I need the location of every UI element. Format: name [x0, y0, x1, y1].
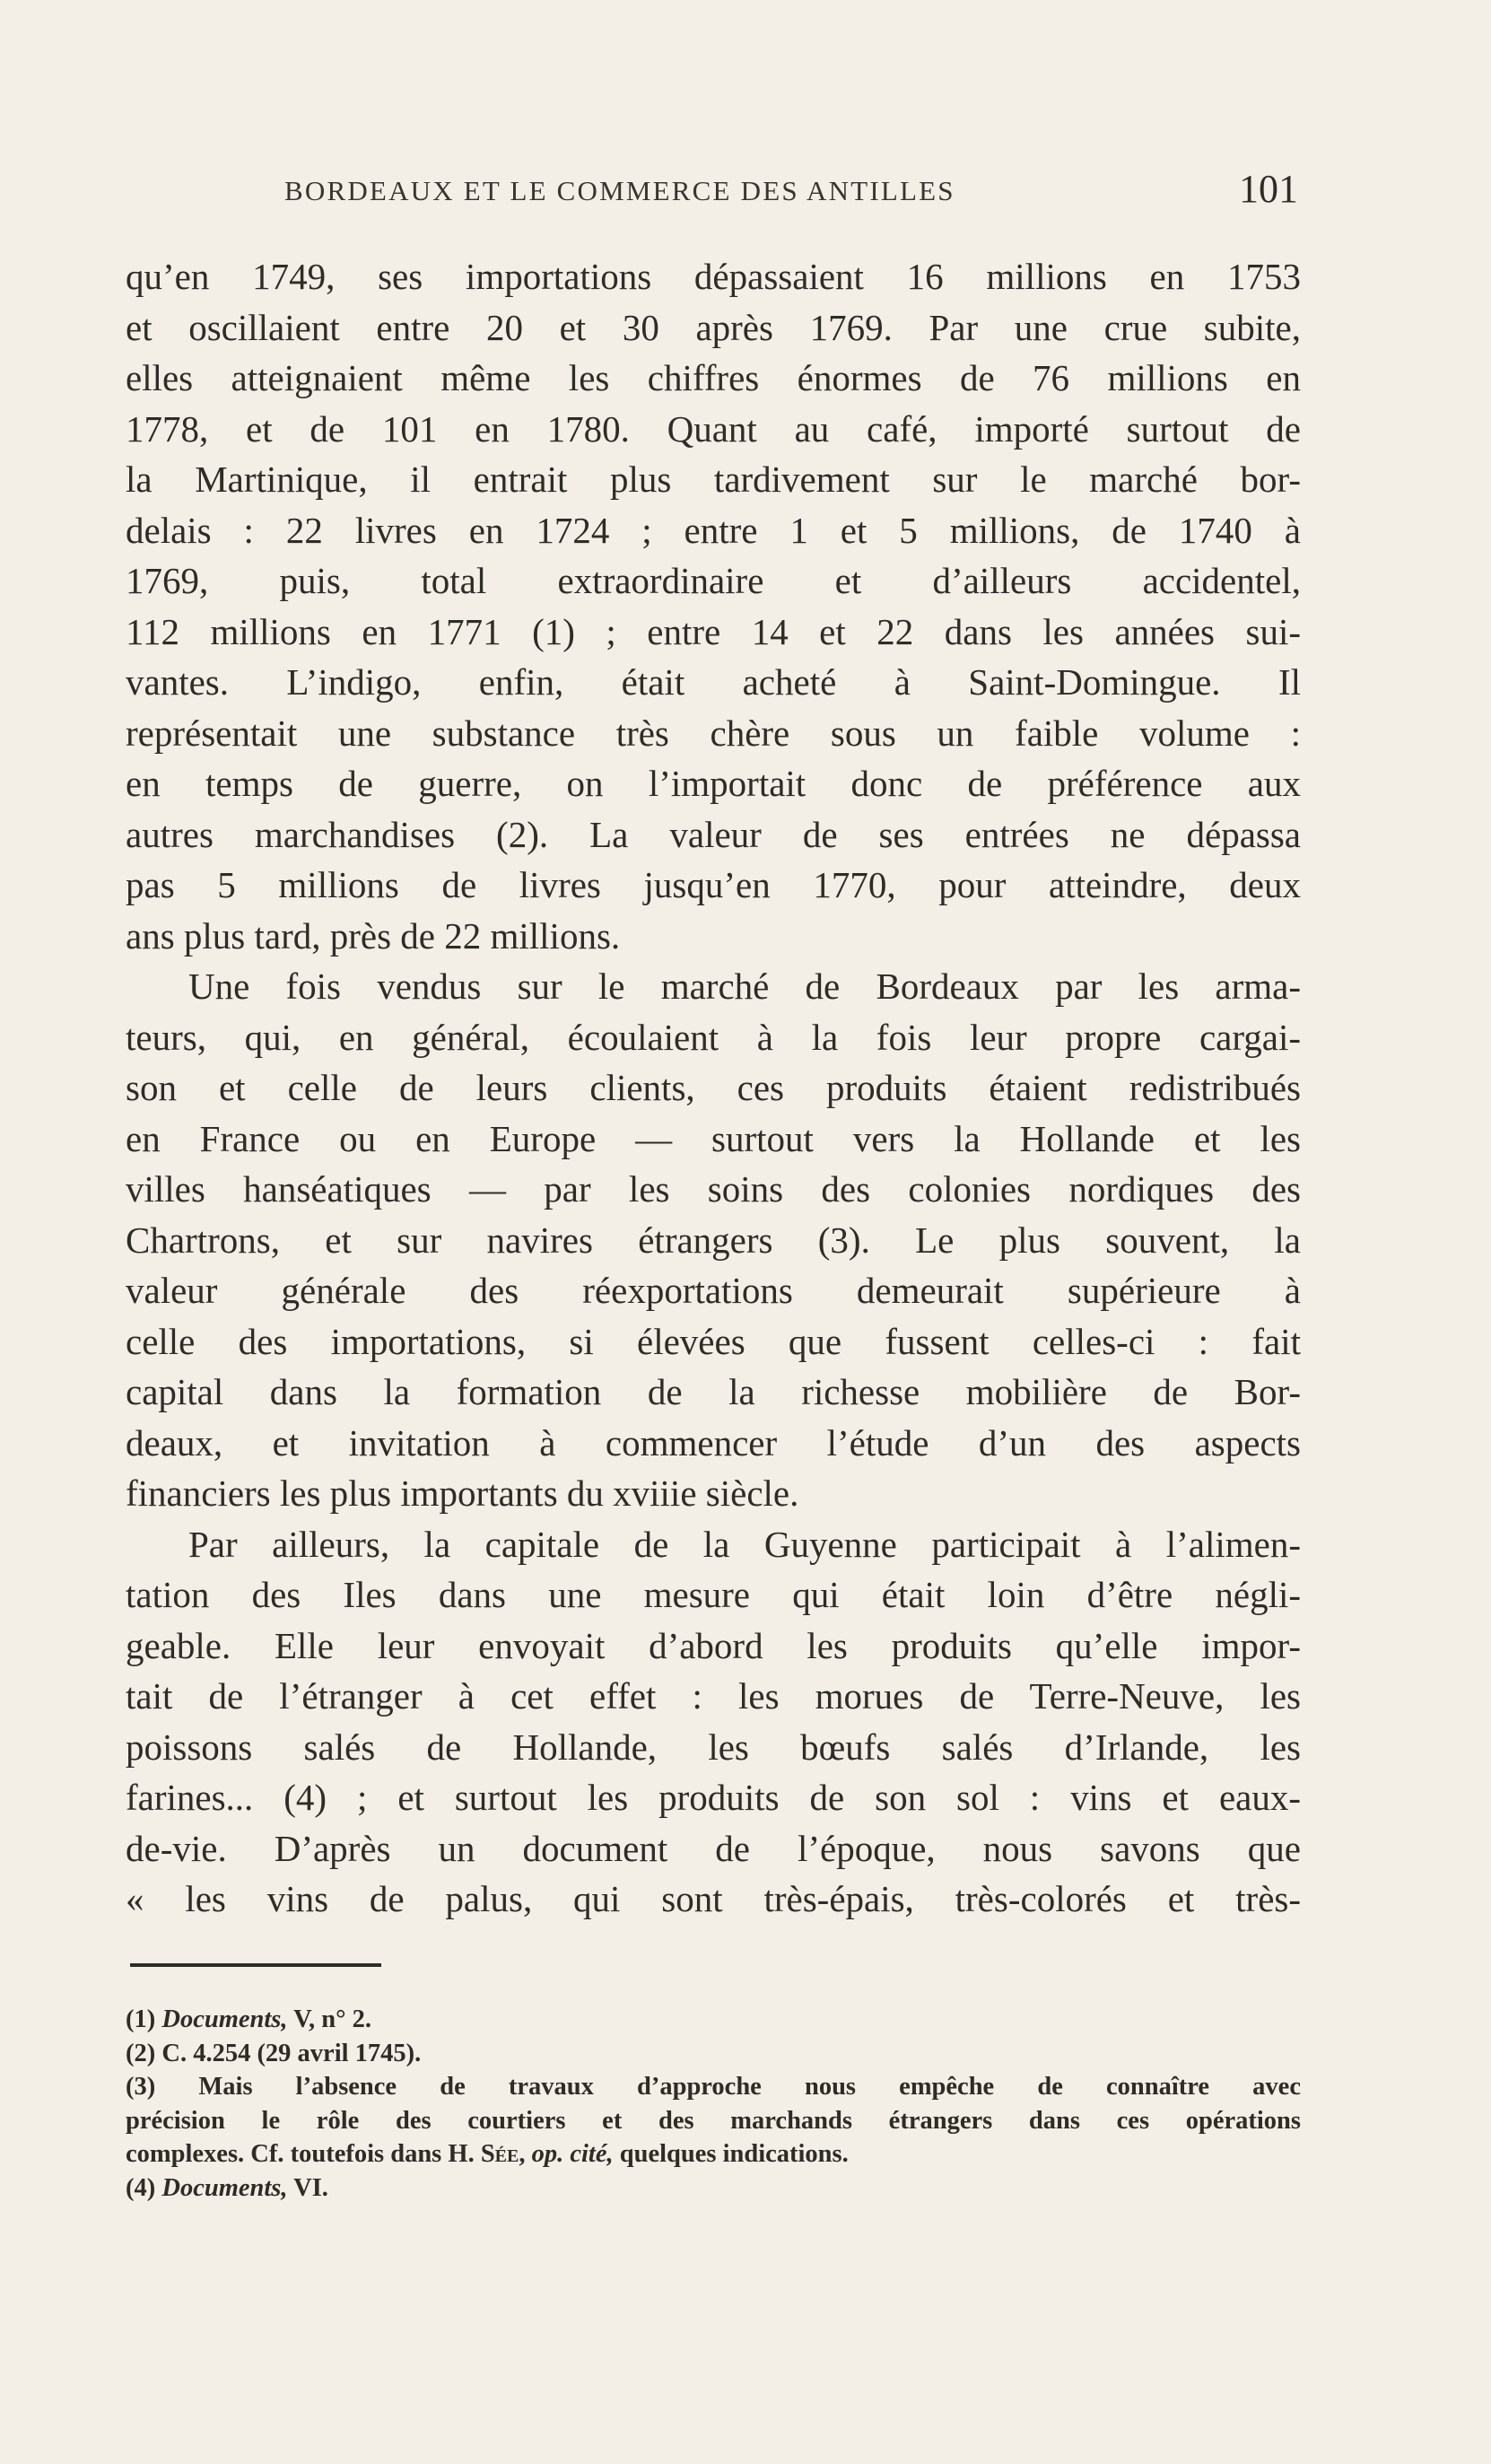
- text-line: de-vie. D’après un document de l’époque, nous savons que: [126, 1827, 1301, 1869]
- running-head: [284, 166, 1298, 211]
- text-line: Par ailleurs, la capitale de la Guyenne participait à l’alimen-: [188, 1523, 1301, 1565]
- page-number: 101: [1239, 167, 1298, 211]
- text-line: et oscillaient entre 20 et 30 après 1769. Par une crue subite,: [126, 306, 1301, 348]
- footnote-3-line: [126, 2137, 1301, 2171]
- text-line: pas 5 millions de livres jusqu’en 1770, pour atteindre, deux: [126, 864, 1301, 905]
- footnote-reference: Documents,: [161, 2005, 288, 2033]
- text-line: Une fois vendus sur le marché de Bordeaux par les arma-: [188, 966, 1301, 1007]
- text-line: vantes. L’indigo, enfin, était acheté à Saint-Domingue. Il: [126, 661, 1301, 703]
- text-line: ans plus tard, près de 22 millions.: [126, 914, 621, 957]
- footnote-number: (1): [126, 2005, 156, 2033]
- text-line: son et celle de leurs clients, ces produits étaient redistribués: [126, 1067, 1301, 1108]
- text-line: geable. Elle leur envoyait d’abord les produits qu’elle impor-: [126, 1624, 1301, 1666]
- text-line: celle des importations, si élevées que fussent celles-ci : fait: [126, 1320, 1301, 1362]
- footnote-reference: Documents,: [161, 2173, 288, 2202]
- text-line: elles atteignaient même les chiffres énormes de 76 millions en: [126, 357, 1301, 398]
- footnote-author: Sée,: [480, 2140, 526, 2168]
- text-line: 112 millions en 1771 (1) ; entre 14 et 22 dans les années sui-: [126, 610, 1301, 652]
- text-line: en temps de guerre, on l’importait donc de préférence aux: [126, 763, 1301, 804]
- text-line: poissons salés de Hollande, les bœufs salés d’Irlande, les: [126, 1726, 1301, 1768]
- footnote-reference: op. cité,: [531, 2140, 614, 2168]
- text-line: capital dans la formation de la richesse mobilière de Bor-: [126, 1371, 1301, 1412]
- footnote-3-line: (3) Mais l’absence de travaux d’approche nous empêche de connaître avec: [126, 2073, 1301, 2101]
- text-line: en France ou en Europe — surtout vers la Hollande et les: [126, 1117, 1301, 1159]
- text-line: deaux, et invitation à commencer l’étude d’un des aspects: [126, 1421, 1301, 1464]
- text-line: tation des Iles dans une mesure qui était loin d’être négli-: [126, 1574, 1301, 1615]
- text-line: qu’en 1749, ses importations dépassaient 16 millions en 1753: [126, 256, 1301, 297]
- footnote-number: (4): [126, 2173, 156, 2202]
- footnote-text: VI.: [293, 2173, 328, 2202]
- text-line: villes hanséatiques — par les soins des colonies nordiques des: [126, 1168, 1301, 1210]
- text-line: Chartrons, et sur navires étrangers (3). Le plus souvent, la: [126, 1219, 1301, 1261]
- running-title: BORDEAUX ET LE COMMERCE DES ANTILLES: [284, 175, 955, 206]
- text-line: 1769, puis, total extraordinaire et d’ailleurs accidentel,: [126, 560, 1301, 601]
- text-line: delais : 22 livres en 1724 ; entre 1 et 5 millions, de 1740 à: [126, 509, 1301, 551]
- text-line: valeur générale des réexportations demeurait supérieure à: [126, 1270, 1301, 1311]
- footnotes: [126, 2003, 1301, 2205]
- footnote-3-line: précision le rôle des courtiers et des marchands étrangers dans ces opérations: [126, 2106, 1301, 2135]
- text-line: farines... (4) ; et surtout les produits de son sol : vins et eaux-: [126, 1777, 1301, 1818]
- footnote-text: quelques indications.: [619, 2140, 849, 2168]
- footnote-1: [126, 2003, 1301, 2037]
- text-line: 1778, et de 101 en 1780. Quant au café, importé surtout de: [126, 407, 1301, 450]
- text-line: « les vins de palus, qui sont très-épais, très-colorés et très-: [126, 1878, 1301, 1919]
- text-line: financiers les plus importants du xviiie siècle.: [126, 1472, 799, 1514]
- footnote-2: (2) C. 4.254 (29 avril 1745).: [126, 2039, 422, 2067]
- text-line: représentait une substance très chère sous un faible volume :: [126, 712, 1301, 754]
- text-line: teurs, qui, en général, écoulaient à la fois leur propre cargai-: [126, 1016, 1301, 1058]
- text-line: autres marchandises (2). La valeur de ses entrées ne dépassa: [126, 813, 1301, 855]
- footnote-4: [126, 2171, 1301, 2206]
- body-text: [126, 251, 1301, 1925]
- footnote-text: complexes. Cf. toutefois dans H.: [126, 2140, 475, 2168]
- text-line: tait de l’étranger à cet effet : les morues de Terre-Neuve, les: [126, 1675, 1301, 1717]
- text-line: la Martinique, il entrait plus tardivement sur le marché bor-: [126, 459, 1301, 500]
- footnote-text: V, n° 2.: [293, 2005, 372, 2033]
- footnote-divider: [130, 1963, 381, 1967]
